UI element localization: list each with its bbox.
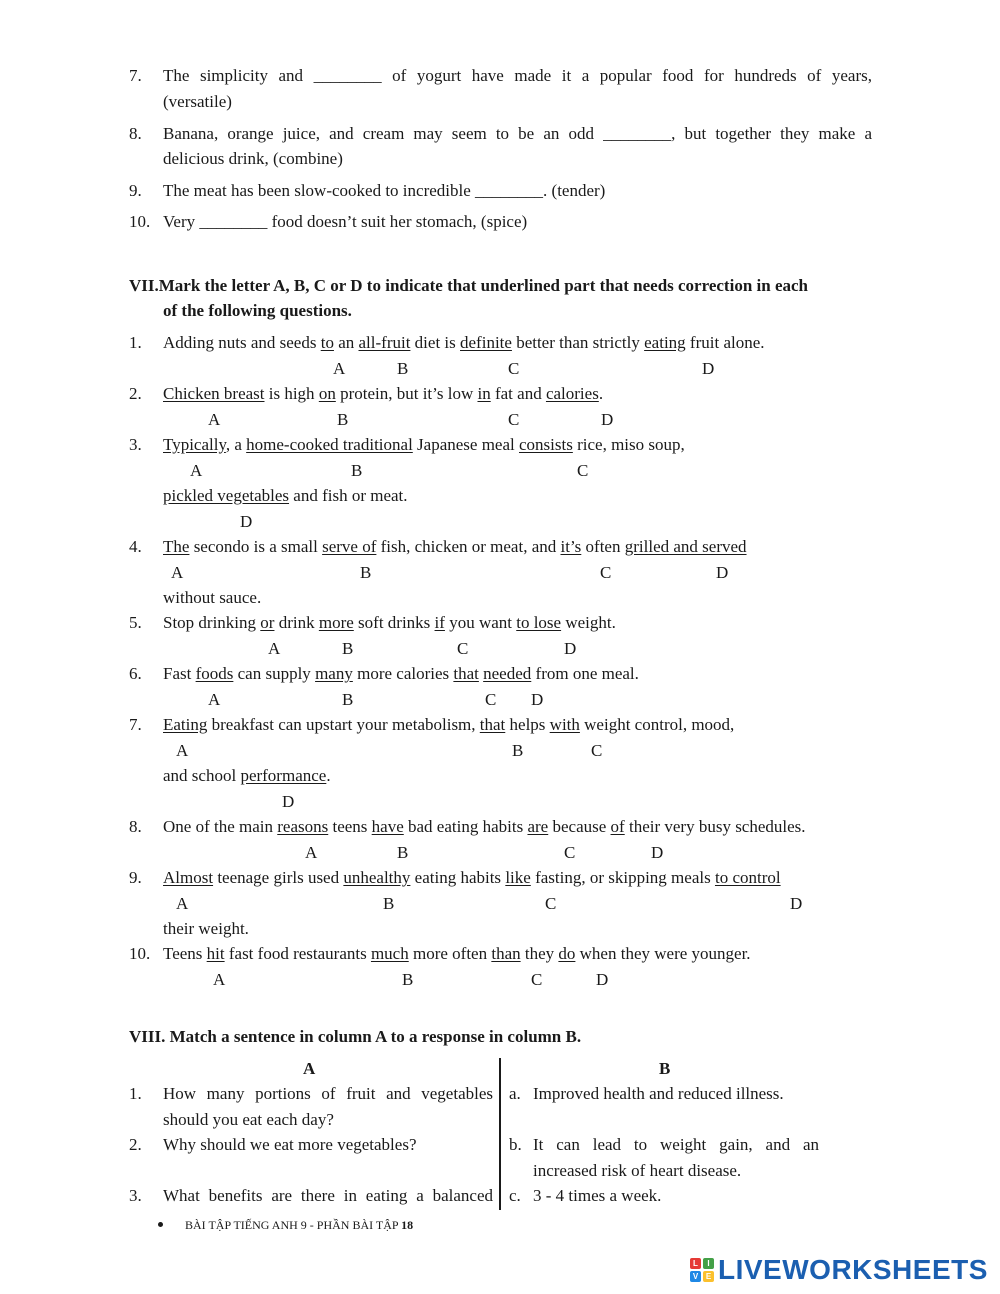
option-a-underline: foods	[195, 664, 234, 683]
option-b-underline: that	[479, 715, 506, 734]
option-b-underline: have	[371, 817, 404, 836]
s7-q6-letter-c: C	[485, 690, 497, 709]
s7-q3-sentence-line2: pickled vegetables and fish or meat.	[163, 486, 408, 505]
match-bb-letter: b.	[509, 1135, 522, 1154]
s7-q1-number: 1.	[129, 333, 142, 352]
match-a1-line1: How many portions of fruit and vegetables	[163, 1084, 493, 1103]
q8-text-line2: delicious drink, (combine)	[163, 149, 343, 168]
s7-q7-letter-a: A	[176, 741, 189, 760]
q9-number: 9.	[129, 181, 142, 200]
q7-text-line1: The simplicity and ________ of yogurt have made it a popular food for hundreds of years,	[163, 66, 872, 85]
option-d-underline: grilled and served	[624, 537, 747, 556]
s7-q9-sentence-line2: their weight.	[163, 919, 249, 938]
option-c-underline: are	[527, 817, 549, 836]
s7-q6-letter-a: A	[208, 690, 221, 709]
option-c-underline: with	[549, 715, 580, 734]
option-c-underline: in	[477, 384, 491, 403]
match-bc-line1: 3 - 4 times a week.	[533, 1186, 662, 1205]
s7-q3-letter-c: C	[577, 461, 589, 480]
s7-q8-letter-c: C	[564, 843, 576, 862]
s7-q1-sentence: Adding nuts and seeds to an all-fruit diet is definite better than strictly eating fruit alone.	[163, 333, 765, 352]
s7-q6-sentence: Fast foods can supply many more calories that needed from one meal.	[163, 664, 639, 683]
s7-q4-sentence-line2: without sauce.	[163, 588, 262, 607]
s7-q10-letter-d: D	[596, 970, 609, 989]
s7-q4-number: 4.	[129, 537, 142, 556]
column-divider	[499, 1058, 501, 1210]
s7-q3-letter-b: B	[351, 461, 363, 480]
s7-q7-sentence-line2: and school performance.	[163, 766, 331, 785]
option-a-underline: Typically	[163, 435, 226, 454]
option-b-underline: home-cooked traditional	[246, 435, 413, 454]
s7-q6-letter-b: B	[342, 690, 354, 709]
option-a-underline: or	[260, 613, 275, 632]
option-c-underline: that	[453, 664, 479, 683]
s7-q10-letter-a: A	[213, 970, 226, 989]
s7-q3-letter-a: A	[190, 461, 203, 480]
s7-q10-number: 10.	[129, 944, 151, 963]
s7-q3-letter-d: D	[240, 512, 253, 531]
section8-heading: VIII. Match a sentence in column A to a response in column B.	[129, 1027, 582, 1046]
s7-q4-sentence: The secondo is a small serve of fish, chicken or meat, and it’s often grilled and served	[163, 537, 747, 556]
s7-q5-letter-a: A	[268, 639, 281, 658]
s7-q9-letter-a: A	[176, 894, 189, 913]
s7-q5-sentence: Stop drinking or drink more soft drinks if you want to lose weight.	[163, 613, 616, 632]
q7-number: 7.	[129, 66, 142, 85]
s7-q7-number: 7.	[129, 715, 142, 734]
liveworksheets-logo[interactable]	[690, 1254, 988, 1286]
q9-text: The meat has been slow-cooked to incredible ________. (tender)	[163, 181, 606, 200]
section7-heading-line1: VII.Mark the letter A, B, C or D to indicate that underlined part that needs correction in each	[129, 276, 808, 295]
option-a-underline: to	[320, 333, 334, 352]
option-d-underline: needed	[483, 664, 532, 683]
match-bb-line2: increased risk of heart disease.	[533, 1161, 742, 1180]
option-d-underline: performance	[240, 766, 327, 785]
match-bc-letter: c.	[509, 1186, 521, 1205]
s7-q8-sentence: One of the main reasons teens have bad eating habits are because of their very busy schedules.	[163, 817, 806, 836]
match-a1-number: 1.	[129, 1084, 142, 1103]
s7-q7-letter-b: B	[512, 741, 524, 760]
q8-text-line1: Banana, orange juice, and cream may seem to be an odd ________, but together they make a	[163, 124, 872, 143]
match-bb-line1: It can lead to weight gain, and an	[533, 1135, 819, 1154]
q7-text-line2: (versatile)	[163, 92, 232, 111]
s7-q9-number: 9.	[129, 868, 142, 887]
option-a-underline: hit	[206, 944, 225, 963]
liveworksheets-icon: L I V E	[690, 1258, 714, 1282]
s7-q4-letter-a: A	[171, 563, 184, 582]
option-d-underline: calories	[545, 384, 599, 403]
s7-q1-letter-b: B	[397, 359, 409, 378]
s7-q3-number: 3.	[129, 435, 142, 454]
footer-text: BÀI TẬP TIẾNG ANH 9 - PHẦN BÀI TẬP 18	[185, 1218, 414, 1232]
match-a2-number: 2.	[129, 1135, 142, 1154]
s7-q1-letter-a: A	[333, 359, 346, 378]
s7-q7-sentence: Eating breakfast can upstart your metabolism, that helps with weight control, mood,	[163, 715, 735, 734]
match-a3-number: 3.	[129, 1186, 142, 1205]
s7-q2-sentence: Chicken breast is high on protein, but it’s low in fat and calories.	[163, 384, 604, 403]
q10-text: Very ________ food doesn’t suit her stomach, (spice)	[163, 212, 528, 231]
s7-q2-letter-b: B	[337, 410, 349, 429]
option-c-underline: consists	[519, 435, 573, 454]
option-c-underline: it’s	[560, 537, 582, 556]
s7-q8-number: 8.	[129, 817, 142, 836]
s7-q8-letter-b: B	[397, 843, 409, 862]
option-a-underline: Almost	[163, 868, 214, 887]
option-c-underline: like	[505, 868, 531, 887]
s7-q6-letter-d: D	[531, 690, 544, 709]
option-d-underline: to control	[714, 868, 781, 887]
column-a-header: A	[303, 1059, 316, 1078]
s7-q5-number: 5.	[129, 613, 142, 632]
option-b-underline: on	[318, 384, 336, 403]
footer-page-number: 18	[401, 1218, 414, 1232]
s7-q1-letter-d: D	[702, 359, 715, 378]
s7-q9-sentence: Almost teenage girls used unhealthy eating habits like fasting, or skipping meals to control	[163, 868, 781, 887]
q8-number: 8.	[129, 124, 142, 143]
s7-q10-letter-c: C	[531, 970, 543, 989]
match-ba-line1: Improved health and reduced illness.	[533, 1084, 784, 1103]
s7-q2-letter-d: D	[601, 410, 614, 429]
s7-q9-letter-b: B	[383, 894, 395, 913]
s7-q8-letter-a: A	[305, 843, 318, 862]
s7-q7-letter-d: D	[282, 792, 295, 811]
s7-q10-sentence: Teens hit fast food restaurants much more often than they do when they were younger.	[163, 944, 751, 963]
option-a-underline: reasons	[277, 817, 329, 836]
liveworksheets-wordmark: LIVEWORKSHEETS	[718, 1254, 988, 1285]
option-b-underline: unhealthy	[343, 868, 411, 887]
s7-q1-letter-c: C	[508, 359, 520, 378]
option-b-underline: much	[370, 944, 409, 963]
match-a2-line1: Why should we eat more vegetables?	[163, 1135, 417, 1154]
s7-q5-letter-d: D	[564, 639, 577, 658]
option-b-underline: all-fruit	[358, 333, 411, 352]
s7-q9-letter-d: D	[790, 894, 803, 913]
s7-q7-letter-c: C	[591, 741, 603, 760]
q10-number: 10.	[129, 212, 151, 231]
option-b-underline: more	[318, 613, 354, 632]
option-d-underline: eating	[644, 333, 686, 352]
option-d-underline: do	[558, 944, 576, 963]
s7-q2-letter-a: A	[208, 410, 221, 429]
option-b-underline: many	[315, 664, 353, 683]
option-a-underline: The	[163, 537, 190, 556]
s7-q9-letter-c: C	[545, 894, 557, 913]
match-ba-letter: a.	[509, 1084, 521, 1103]
s7-q2-number: 2.	[129, 384, 142, 403]
s7-q4-letter-c: C	[600, 563, 612, 582]
option-a-underline: Eating	[163, 715, 208, 734]
match-a3-line1: What benefits are there in eating a balanced	[163, 1186, 493, 1205]
section7-heading-line2: of the following questions.	[163, 301, 352, 320]
s7-q5-letter-b: B	[342, 639, 354, 658]
option-d-underline: pickled vegetables	[163, 486, 290, 505]
option-a-underline: Chicken breast	[163, 384, 265, 403]
s7-q3-sentence: Typically, a home-cooked traditional Japanese meal consists rice, miso soup,	[163, 435, 685, 454]
s7-q5-letter-c: C	[457, 639, 469, 658]
column-b-header: B	[659, 1059, 671, 1078]
option-c-underline: than	[491, 944, 521, 963]
footer-bullet	[158, 1222, 163, 1227]
match-a1-line2: should you eat each day?	[163, 1110, 334, 1129]
s7-q4-letter-b: B	[360, 563, 372, 582]
s7-q4-letter-d: D	[716, 563, 729, 582]
s7-q2-letter-c: C	[508, 410, 520, 429]
option-c-underline: definite	[460, 333, 512, 352]
option-b-underline: serve of	[322, 537, 377, 556]
s7-q6-number: 6.	[129, 664, 142, 683]
option-d-underline: to lose	[516, 613, 562, 632]
s7-q10-letter-b: B	[402, 970, 414, 989]
s7-q8-letter-d: D	[651, 843, 664, 862]
option-d-underline: of	[610, 817, 625, 836]
option-c-underline: if	[434, 613, 445, 632]
